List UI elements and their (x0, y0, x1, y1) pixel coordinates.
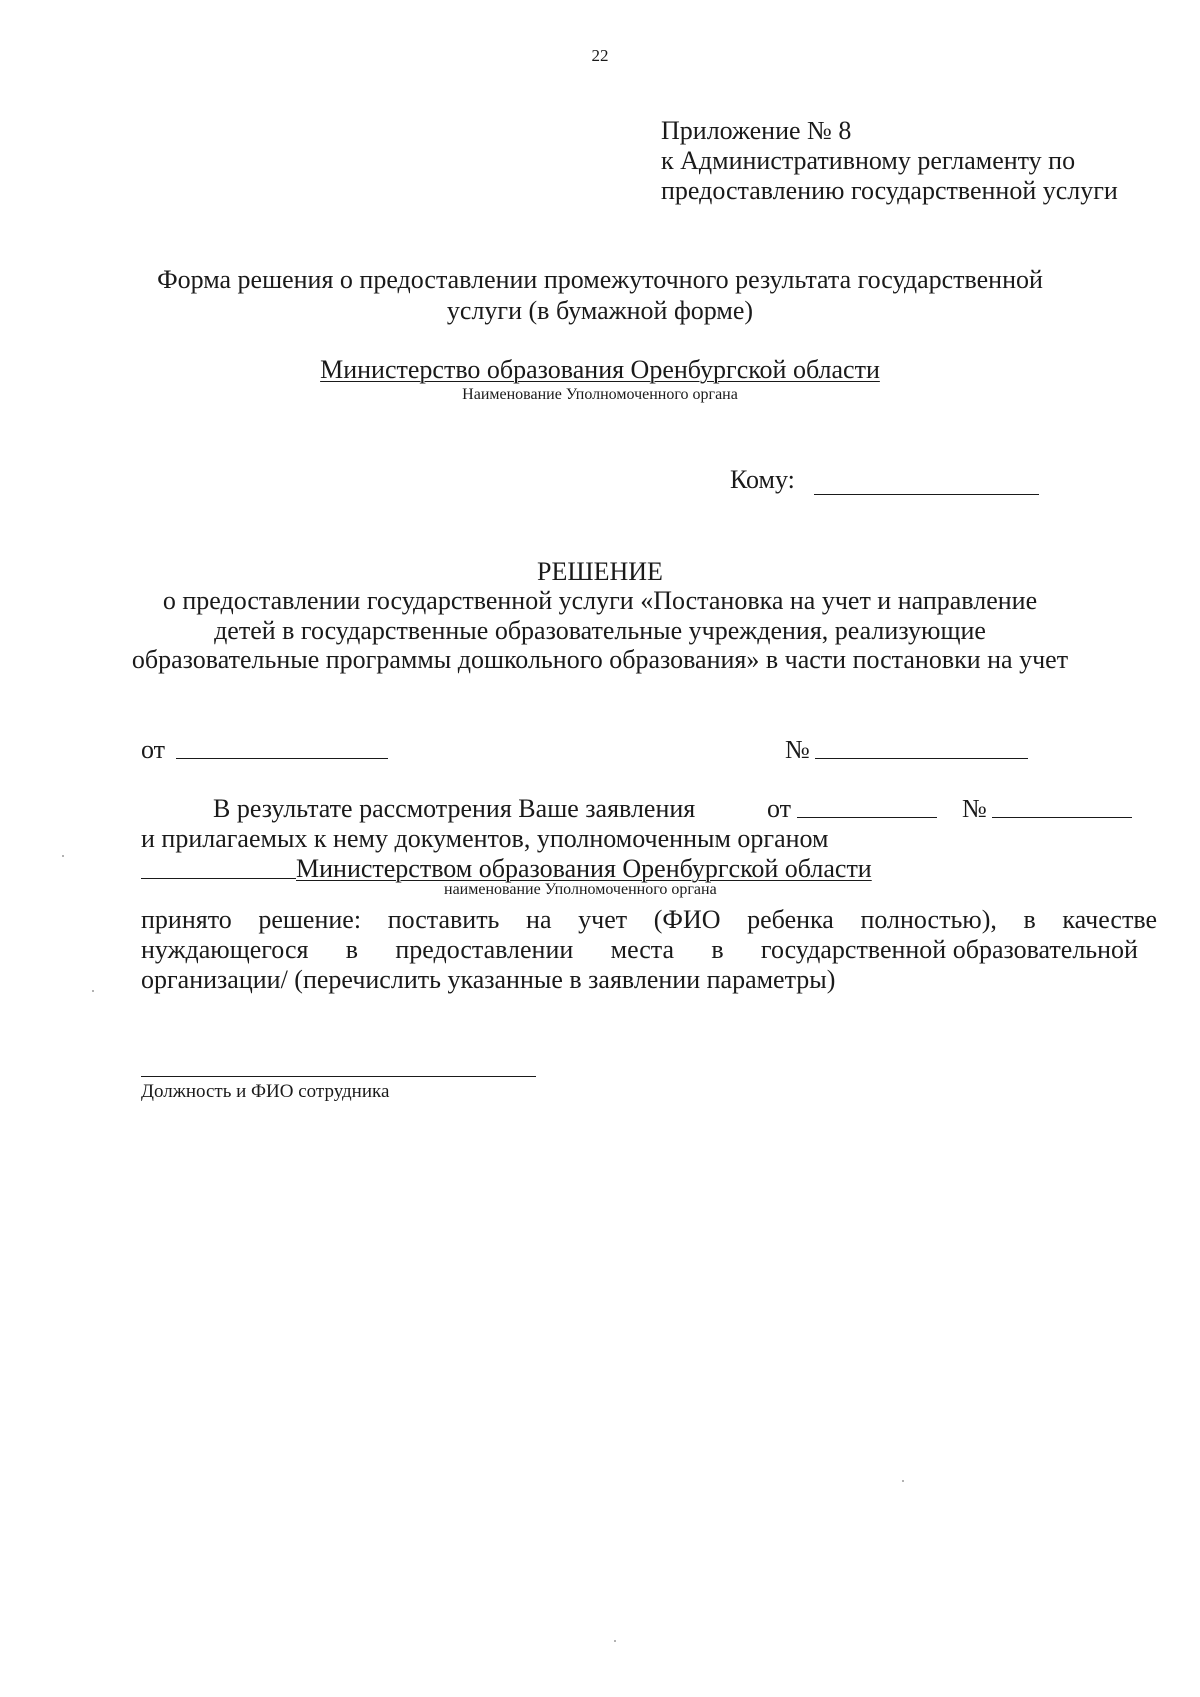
number-label: № (785, 735, 810, 764)
decision-subject-line-2: детей в государственные образовательные учреждения, реализующие (214, 616, 986, 645)
form-title-line-2: услуги (в бумажной форме) (446, 296, 754, 325)
appendix-line-1: Приложение № 8 (661, 116, 852, 145)
application-number-blank-line (992, 817, 1132, 818)
signature-line (141, 1076, 536, 1077)
body-authority-leading-line (141, 878, 296, 879)
word: ребенка (747, 905, 834, 934)
body-decision-line-2 (141, 933, 1138, 966)
word: решение: (258, 905, 362, 934)
scan-speck (614, 1640, 616, 1642)
page-number: 22 (591, 46, 609, 65)
form-title-line-1: Форма решения о предоставлении промежуточного результата государственной (157, 265, 1043, 294)
body-decision-line-1 (141, 903, 1157, 936)
word: нуждающегося (141, 935, 309, 964)
appendix-line-2: к Административному регламенту по (661, 146, 1076, 175)
body-authority-name: Министерством образования Оренбургской области (296, 854, 872, 883)
decision-subject-line-1: о предоставлении государственной услуги «Постановка на учет и направление (162, 586, 1038, 615)
scan-speck (92, 990, 94, 992)
word: принято (141, 905, 232, 934)
addressee-blank-line (814, 494, 1039, 495)
decision-subject-line-3: образовательные программы дошкольного образования» в части постановки на учет (131, 645, 1069, 674)
application-date-blank-line (797, 817, 937, 818)
signature-caption: Должность и ФИО сотрудника (141, 1081, 390, 1102)
word: государственной образовательной (760, 935, 1138, 964)
word: полностью), (860, 905, 997, 934)
word: в (345, 935, 359, 964)
number-blank-line (815, 758, 1028, 759)
word: (ФИО (653, 905, 721, 934)
scan-speck (62, 855, 64, 857)
date-from-label: от (141, 735, 166, 764)
date-blank-line (176, 758, 388, 759)
word: качестве (1062, 905, 1157, 934)
word: в (1023, 905, 1036, 934)
word: на (526, 905, 552, 934)
authority-name: Министерство образования Оренбургской области (320, 355, 880, 384)
scan-speck (902, 1480, 904, 1482)
addressee-label: Кому: (730, 465, 795, 494)
body-line-1-number: № (962, 794, 987, 823)
word: поставить (387, 905, 500, 934)
word: в (711, 935, 724, 964)
authority-caption: Наименование Уполномоченного органа (462, 386, 738, 403)
decision-heading: РЕШЕНИЕ (537, 557, 663, 586)
word: предоставлении (395, 935, 574, 964)
body-authority-caption: наименование Уполномоченного органа (444, 881, 717, 898)
body-decision-line-3: организации/ (перечислить указанные в заявлении параметры) (141, 965, 836, 994)
body-line-2: и прилагаемых к нему документов, уполномоченным органом (141, 824, 829, 853)
body-line-1-from: от (767, 794, 792, 823)
word: учет (578, 905, 628, 934)
word: места (610, 935, 675, 964)
body-line-1-text: В результате рассмотрения Ваше заявления (213, 794, 696, 823)
appendix-line-3: предоставлению государственной услуги (661, 176, 1118, 205)
